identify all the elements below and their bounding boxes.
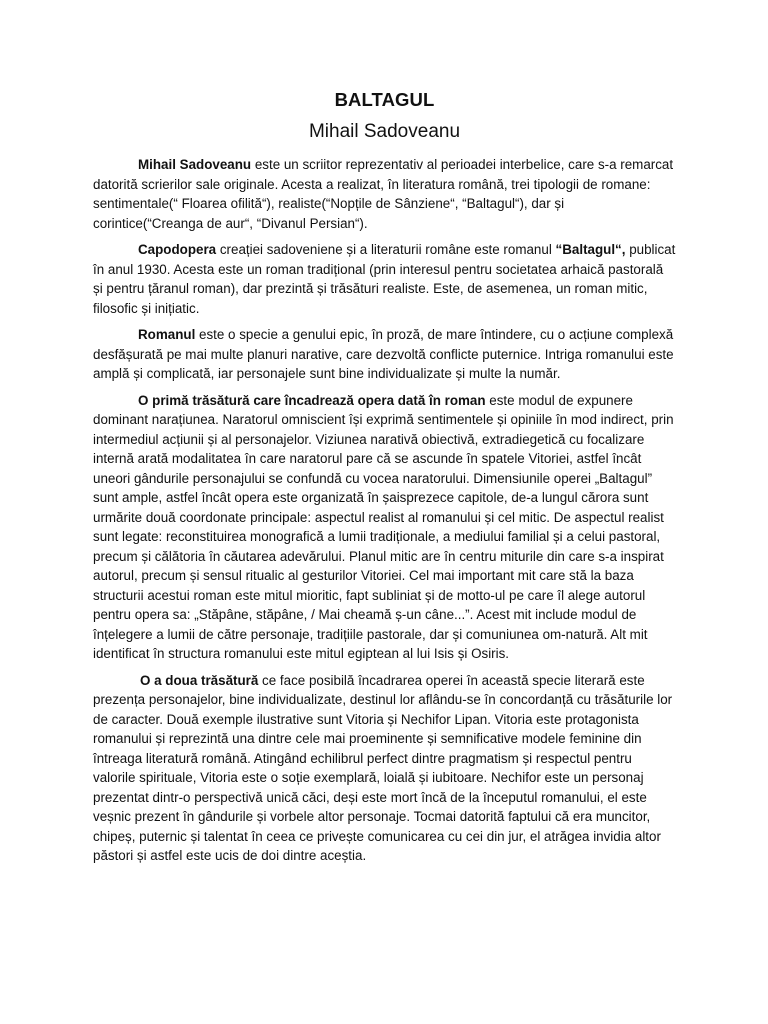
paragraph-second-trait (93, 671, 676, 866)
paragraph-text: creației sadoveniene și a literaturii române este romanul (216, 242, 556, 257)
paragraph-intro (93, 155, 676, 233)
paragraph-first-trait (93, 391, 676, 664)
paragraph-text: ce face posibilă încadrarea operei în această specie literară este prezența personajelor, bine individualizate, destinul lor aflându-se în concordanță cu trăsăturile lor de caracter. Două exemple ilustrative sunt Vitoria și Nechifor Lipan. Vitoria este protagonista romanului și reprezintă una dintre cele mai proeminente și semnificative modele feminine din întreaga literatură română. Atingând echilibrul perfect dintre pragmatism și respectul pentru valorile spirituale, Vitoria este o soție exemplară, loială și iubitoare. Nechifor este un personaj prezentat dintr-o perspectivă unică căci, deși este mort încă de la începutul romanului, el este veșnic prezent în gândurile și vorbele altor personaje. Tocmai datorită faptului că era muncitor, chipeș, puternic și talentat în ceea ce privește comunicarea cu cei din jur, el atrăgea invidia altor păstori și astfel este ucis de doi dintre aceștia. (93, 672, 673, 863)
document-title: BALTAGUL (334, 89, 435, 110)
paragraph-lead: Mihail Sadoveanu (138, 157, 252, 172)
paragraph-lead: Capodopera (138, 242, 217, 257)
paragraph-text: publicat în anul 1930. Acesta este un roman tradițional (prin interesul pentru societatea arhaică pastorală și pentru țăranul roman), dar prezintă și trăsături realiste. Este, de asemenea, un roman mitic, filosofic și inițiatic. (93, 242, 676, 316)
paragraph-text: este un scriitor reprezentativ al perioadei interbelice, care s-a remarcat datorită scrierilor sale originale. Acesta a realizat, în literatura română, trei tipologii de romane: sentimentale(“ Floarea ofilită“), realiste(“Nopțile de Sânziene“, “Baltagul“), dar și corintice(“Creanga de aur“, “Divanul Persian“). (93, 157, 674, 231)
document-subtitle: Mihail Sadoveanu (308, 121, 461, 142)
paragraph-text: este modul de expunere dominant narațiunea. Naratorul omniscient își exprimă sentimentele și opiniile în mod indirect, prin intermediul acțiunii și al personajelor. Viziunea narativă obiectivă, extradiegetică cu focalizare internă arată modalitatea în care naratorul pare că se ascunde în spatele Vitoriei, astfel încât uneori gândurile personajului se confundă cu vocea naratorului. Dimensiunile operei „Baltagul” sunt ample, astfel încât opera este organizată în șaisprezece capitole, de-a lungul cărora sunt urmărite două coordonate principale: aspectul realist al romanului și cel mitic. De aspectul realist sunt legate: reconstituirea monografică a lumii tradiționale, a mediului familial și a celui pastoral, precum și călătoria în căutarea adevărului. Planul mitic are în centru miturile din care s-a inspirat autorul, precum și sensul ritualic al gesturilor Vitoriei. Cel mai important mit care stă la baza structurii acestui roman este mitul mioritic, fapt subliniat și de motto-ul pe care îl alege autorul pentru opera sa: „Stăpâne, stăpâne, / Mai cheamă ș-un câne...”. Acest mit include modul de înțelegere a lumii de către personaje, tradițiile pastorale, dar și comuniunea om-natură. Alt mit identificat în structura romanului este mitul egiptean al lui Isis și Osiris. (93, 392, 674, 661)
paragraph-capodopera (93, 240, 676, 318)
paragraph-romanul (93, 325, 676, 384)
paragraph-lead: Romanul (138, 327, 196, 342)
paragraph-lead: O primă trăsătură care încadrează opera dată în roman (138, 392, 486, 408)
paragraph-lead: O a doua trăsătură (140, 672, 259, 688)
paragraph-text: este o specie a genului epic, în proză, de mare întindere, cu o acțiune complexă desfășurată pe mai multe planuri narative, care dezvoltă conflicte puternice. Intriga romanului este amplă și complicată, iar personajele sunt bine individualizate și multe la număr. (93, 327, 674, 381)
novel-title-emphasis: “Baltagul“, (555, 242, 626, 257)
